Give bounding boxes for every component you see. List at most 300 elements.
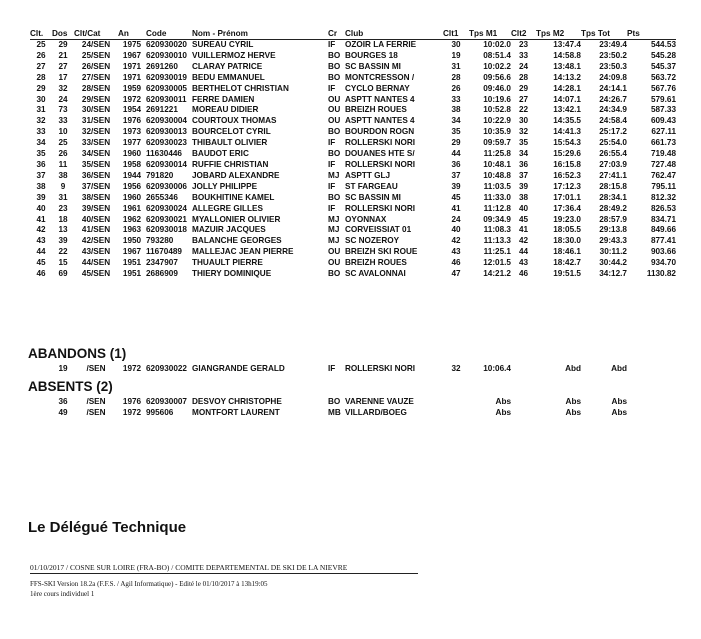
cell-clt: 31 [36,105,46,115]
col-clt1: Clt1 [443,28,469,40]
cell-cltcat: 25/SEN [81,50,111,60]
cell-dos: 49 [58,408,68,417]
cell-tpsm1: 11:25.8 [483,149,511,159]
cell-an: 1960 [122,192,142,202]
cell-club: VILLARD/BOEG [345,408,407,417]
cell-tpsm1: 11:13.3 [483,236,511,246]
cell-clt: 36 [36,159,46,169]
cell-tpstot: 30:11.2 [599,247,627,257]
cell-dos: 13 [58,225,68,235]
cell-code: 620930004 [146,116,187,126]
cell-code: 620930007 [146,397,187,406]
cell-an: 1972 [122,94,142,104]
cell-empty [627,363,676,374]
cell-club: OZOIR LA FERRIE [345,40,417,49]
cell-cltcat: 37/SEN [81,181,111,191]
cell-nom: THIERY DOMINIQUE [192,269,272,279]
cell-cr: IF [328,83,336,93]
cell-clt: 34 [36,138,46,148]
cell-club: ROLLERSKI NORI [345,138,416,148]
cell-tpsm1: 09:59.7 [483,138,511,148]
cell-an: 1967 [122,50,142,60]
cell-cr: BO [328,269,341,279]
cell-clt1: 33 [451,94,461,104]
absent-row [30,396,676,407]
cell-clt1: 24 [451,214,461,224]
cell-tpsm1: 10:22.9 [483,116,511,126]
cell-nom: MOREAU DIDIER [192,105,259,115]
cell-cltcat: 24/SEN [81,40,111,49]
cell-code: 620930013 [146,127,187,137]
cell-dos: 21 [58,50,68,60]
cell-tpsm2: 14:58.8 [553,50,581,60]
cell-pts: 834.71 [650,214,676,224]
cell-dos: 73 [58,105,68,115]
cell-dos: 26 [58,149,68,159]
cell-pts: 877.41 [650,236,676,246]
cell-an: 1976 [122,397,142,406]
cell-clt1: 28 [451,72,461,82]
cell-club: ASPTT NANTES 4 [345,94,415,104]
cell-an: 1971 [122,61,142,71]
cell-code: 620930023 [146,138,187,148]
cell-clt2: 40 [518,203,529,213]
absent-row [30,407,676,418]
cell-dos: 38 [58,170,68,180]
cell-clt2: 28 [518,72,529,82]
cell-clt1: 46 [451,258,461,268]
cell-clt: 26 [36,50,46,60]
cell-cr: BO [328,192,341,202]
cell-clt2: 22 [518,105,529,115]
cell-nom: GIANGRANDE GERALD [192,364,285,373]
cell-club: ROLLERSKI NORI [345,203,416,213]
cell-clt1: 43 [451,247,461,257]
cell-clt: 38 [36,181,46,191]
cell-code: 620930020 [146,40,187,49]
cell-cltcat: /SEN [86,397,106,406]
cell-club: BREIZH ROUES [345,258,407,268]
cell-clt: 45 [36,258,46,268]
cell-clt2: 46 [518,269,529,279]
cell-clt2: 37 [518,170,529,180]
cell-club: ROLLERSKI NORI [345,159,416,169]
cell-code: 2655346 [146,192,178,202]
cell-clt1: 34 [451,116,461,126]
cell-empty [30,407,52,418]
cell-clt2: 35 [518,138,529,148]
cell-club: SC AVALONNAI [345,269,406,279]
col-clt: Clt. [30,28,52,40]
cell-nom: DESVOY CHRISTOPHE [192,397,282,406]
cell-code: 620930011 [146,94,187,104]
absents-title: ABSENTS (2) [28,379,113,394]
cell-tpsm2: 13:47.4 [553,40,581,49]
cell-tpstot: 28:34.1 [599,192,627,202]
cell-code: 2686909 [146,269,178,279]
cell-clt1: 35 [451,127,461,137]
cell-cr: BO [328,127,341,137]
cell-cltcat: 32/SEN [81,127,111,137]
cell-code: 620930006 [146,181,187,191]
cell-tpsm2: 14:41.3 [553,127,581,137]
table-row [30,127,676,138]
cell-pts: 563.72 [650,72,676,82]
cell-pts: 661.73 [650,138,676,148]
cell-pts: 727.48 [650,159,676,169]
cell-club: VARENNE VAUZE [345,397,414,406]
cell-clt: 44 [36,247,46,257]
table-row [30,215,676,226]
cell-pts: 795.11 [651,181,676,191]
cell-an: 1971 [122,72,142,82]
cell-tpsm1: 10:48.1 [483,159,511,169]
cell-dos: 29 [58,40,68,49]
cell-an: 1958 [122,159,142,169]
cell-pts: 719.48 [650,149,676,159]
table-row [30,160,676,171]
col-cltcat: Clt/Cat [74,28,118,40]
cell-tpsm2: 14:28.1 [553,83,581,93]
cell-tpsm2: 18:42.7 [553,258,581,268]
cell-cltcat: 38/SEN [81,192,111,202]
cell-tpsm2: Abd [565,364,581,373]
col-club: Club [345,28,443,40]
cell-cltcat: 27/SEN [81,72,111,82]
cell-pts: 545.28 [650,50,676,60]
col-dos: Dos [52,28,74,40]
cell-nom: THIBAULT OLIVIER [192,138,268,148]
cell-dos: 27 [58,61,68,71]
cell-cr: IF [328,181,336,191]
cell-nom: MONTFORT LAURENT [192,408,280,417]
cell-clt: 46 [36,269,46,279]
cell-code: 995606 [146,408,174,417]
cell-clt2: 36 [518,159,529,169]
cell-cr: IF [328,203,336,213]
cell-cr: OU [328,247,341,257]
cell-empty [511,396,536,407]
cell-empty [30,396,52,407]
cell-clt: 25 [36,40,46,49]
table-row [30,73,676,84]
cell-cr: BO [328,397,341,406]
cell-tpstot: 24:14.1 [599,83,627,93]
cell-cltcat: 45/SEN [81,269,111,279]
cell-clt2: 24 [518,61,529,71]
cell-tpsm2: 17:12.3 [553,181,581,191]
results-table [30,28,676,280]
col-nom: Nom - Prénom [192,28,328,40]
cell-clt1: 29 [451,138,461,148]
cell-nom: MYALLONIER OLIVIER [192,214,281,224]
cell-tpstot: 28:57.9 [599,214,627,224]
cell-tpstot: 30:44.2 [599,258,627,268]
cell-tpsm2: 14:07.1 [553,94,581,104]
cell-cltcat: 31/SEN [81,116,111,126]
cell-code: 2691260 [146,61,178,71]
col-tpstot: Tps Tot [581,28,627,40]
cell-pts: 762.47 [650,170,676,180]
cell-cltcat: 28/SEN [81,83,111,93]
cell-cr: MJ [328,170,340,180]
cell-clt2: 44 [518,247,529,257]
cell-tpstot: 27:41.1 [599,170,627,180]
cell-empty [511,363,536,374]
cell-tpsm2: 17:01.1 [553,192,581,202]
cell-cltcat: 44/SEN [81,258,111,268]
table-row [30,225,676,236]
cell-tpstot: 23:49.4 [599,40,627,49]
cell-club: BREIZH ROUES [345,105,407,115]
cell-nom: ALLEGRE GILLES [192,203,263,213]
cell-nom: SUREAU CYRIL [192,40,254,49]
cell-empty [30,363,52,374]
cell-clt1: 32 [451,364,461,373]
cell-clt: 41 [36,214,46,224]
table-row [30,105,676,116]
footer-software-line: FFS-SKI Version 18.2a (F.F.S. / Agil Informatique) - Edité le 01/10/2017 à 13h19:05 [30,580,268,588]
cell-pts: 609.43 [650,116,676,126]
cell-clt: 30 [36,94,46,104]
cell-tpsm2: 16:15.8 [553,159,581,169]
cell-dos: 18 [58,214,68,224]
cell-clt1: 47 [451,269,461,279]
cell-code: 620930014 [146,159,187,169]
cell-cr: IF [328,138,336,148]
cell-tpsm1: 11:03.5 [483,181,511,191]
cell-an: 1962 [122,214,142,224]
delegate-signature-label: Le Délégué Technique [28,519,187,536]
cell-an: 1967 [122,247,142,257]
cell-tpsm1: 11:12.8 [483,203,511,213]
cell-tpstot: 28:15.8 [599,181,627,191]
cell-dos: 17 [58,72,68,82]
cell-cr: OU [328,258,341,268]
cell-code: 2691221 [146,105,178,115]
cell-club: CORVEISSIAT 01 [345,225,412,235]
col-clt2: Clt2 [511,28,536,40]
header-row [30,28,676,40]
col-cr: Cr [328,28,345,40]
table-row [30,84,676,95]
cell-clt2: 43 [518,258,529,268]
cell-cr: BO [328,149,341,159]
cell-cr: BO [328,61,341,71]
cell-tpsm2: 14:35.5 [553,116,581,126]
cell-tpstot: 24:34.9 [599,105,627,115]
cell-an: 1944 [122,170,142,180]
cell-an: 1972 [122,408,142,417]
cell-cltcat: 43/SEN [81,247,111,257]
cell-code: 620930024 [146,203,187,213]
cell-code: 620930005 [146,83,187,93]
cell-dos: 22 [58,247,68,257]
cell-nom: FERRE DAMIEN [192,94,255,104]
cell-an: 1972 [122,364,142,373]
cell-dos: 10 [58,127,68,137]
cell-an: 1976 [122,116,142,126]
cell-nom: BEDU EMMANUEL [192,72,265,82]
cell-tpsm1: Abs [495,408,511,417]
table-row [30,247,676,258]
cell-dos: 24 [58,94,68,104]
cell-empty [627,407,676,418]
cell-code: 11670489 [146,247,182,257]
cell-cr: MJ [328,214,340,224]
cell-clt: 28 [36,72,46,82]
cell-tpstot: 34:12.7 [599,269,627,279]
table-row [30,116,676,127]
cell-cltcat: 36/SEN [81,170,111,180]
cell-tpsm1: 12:01.5 [483,258,511,268]
cell-tpstot: 28:49.2 [599,203,627,213]
cell-tpstot: 25:54.0 [599,138,627,148]
cell-cr: OU [328,94,341,104]
col-pts: Pts [627,28,676,40]
cell-an: 1960 [122,149,142,159]
cell-cr: MJ [328,225,340,235]
cell-cr: IF [328,364,336,373]
cell-pts: 544.53 [650,40,676,49]
cell-tpsm1: 10:02.0 [483,40,511,49]
cell-pts: 567.76 [650,83,676,93]
cell-tpsm1: 10:02.2 [483,61,511,71]
cell-tpstot: 26:55.4 [599,149,627,159]
cell-clt: 33 [36,127,46,137]
cell-nom: JOLLY PHILIPPE [192,181,258,191]
cell-nom: MALLEJAC JEAN PIERRE [192,247,294,257]
cell-club: BREIZH SKI ROUE [345,247,418,257]
cell-pts: 587.33 [650,105,676,115]
cell-tpsm1: 09:56.6 [483,72,511,82]
cell-pts: 579.61 [650,94,676,104]
cell-cltcat: 29/SEN [81,94,111,104]
cell-an: 1950 [122,236,142,246]
cell-an: 1951 [122,258,142,268]
cell-clt: 39 [36,192,46,202]
cell-tpsm1: 09:34.9 [483,214,511,224]
cell-clt2: 39 [518,181,529,191]
cell-an: 1961 [122,203,142,213]
table-row [30,182,676,193]
cell-club: ASPTT GLJ [345,170,391,180]
cell-tpstot: 25:17.2 [599,127,627,137]
cell-nom: VUILLERMOZ HERVE [192,50,276,60]
cell-code: 620930022 [146,364,187,373]
cell-cltcat: 39/SEN [81,203,111,213]
cell-cltcat: /SEN [86,364,106,373]
cell-tpsm1: 09:46.0 [483,83,511,93]
col-an: An [118,28,146,40]
cell-nom: MAZUIR JACQUES [192,225,266,235]
cell-clt2: 38 [518,192,529,202]
cell-nom: BAUDOT ERIC [192,149,249,159]
table-row [30,269,676,280]
cell-dos: 15 [58,258,68,268]
cell-tpsm2: 18:46.1 [553,247,581,257]
cell-pts: 903.66 [650,247,676,257]
cell-tpsm2: Abs [565,397,581,406]
cell-pts: 545.37 [650,61,676,71]
cell-empty [443,396,469,407]
cell-club: SC BASSIN MI [345,61,401,71]
cell-empty [443,407,469,418]
cell-nom: CLARAY PATRICE [192,61,263,71]
cell-code: 620930010 [146,50,187,60]
cell-nom: BERTHELOT CHRISTIAN [192,83,289,93]
table-row [30,138,676,149]
cell-tpstot: 29:13.8 [599,225,627,235]
cell-club: SC BASSIN MI [345,192,401,202]
results-body [30,40,676,280]
cell-clt2: 23 [518,40,529,49]
cell-tpsm2: 19:51.5 [553,269,581,279]
cell-tpstot: Abs [611,397,627,406]
abandons-title: ABANDONS (1) [28,346,127,361]
cell-nom: COURTOUX THOMAS [192,116,277,126]
cell-cr: OU [328,105,341,115]
absents-table [30,396,676,418]
cell-code: 620930018 [146,225,187,235]
cell-cr: OU [328,116,341,126]
cell-clt2: 45 [518,214,529,224]
cell-clt2: 29 [518,83,529,93]
abandon-row [30,363,676,374]
cell-nom: THUAULT PIERRE [192,258,263,268]
table-row [30,62,676,73]
cell-cr: MJ [328,236,340,246]
cell-tpstot: 29:43.3 [599,236,627,246]
cell-clt2: 33 [518,50,529,60]
cell-clt2: 27 [518,94,529,104]
cell-an: 1973 [122,127,142,137]
cell-clt1: 19 [451,50,461,60]
cell-code: 620930021 [146,214,187,224]
cell-cltcat: /SEN [86,408,106,417]
cell-pts: 849.66 [650,225,676,235]
table-row [30,236,676,247]
cell-tpstot: Abs [611,408,627,417]
cell-clt1: 40 [451,225,461,235]
cell-clt: 35 [36,149,46,159]
cell-an: 1956 [122,181,142,191]
cell-clt1: 38 [451,105,461,115]
cell-tpsm1: 08:51.4 [483,50,511,60]
cell-clt: 27 [36,61,46,71]
cell-clt: 32 [36,116,46,126]
cell-an: 1954 [122,105,142,115]
cell-tpstot: 23:50.3 [599,61,627,71]
abandons-table [30,363,676,374]
cell-tpsm2: 18:05.5 [553,225,581,235]
cell-empty [627,396,676,407]
footer-event-line: 01/10/2017 / COSNE SUR LOIRE (FRA-BO) / COMITE DEPARTEMENTAL DE SKI DE LA NIEVRE [30,563,418,574]
cell-code: 2347907 [146,258,178,268]
table-row [30,171,676,182]
cell-clt2: 30 [518,116,529,126]
cell-club: BOURDON ROGN [345,127,415,137]
cell-tpsm1: 10:48.8 [483,170,511,180]
cell-dos: 11 [58,159,68,169]
cell-club: SC NOZEROY [345,236,400,246]
cell-cr: BO [328,50,341,60]
cell-clt1: 42 [451,236,461,246]
cell-dos: 33 [58,116,68,126]
cell-an: 1963 [122,225,142,235]
cell-dos: 19 [58,364,68,373]
cell-clt1: 37 [451,170,461,180]
